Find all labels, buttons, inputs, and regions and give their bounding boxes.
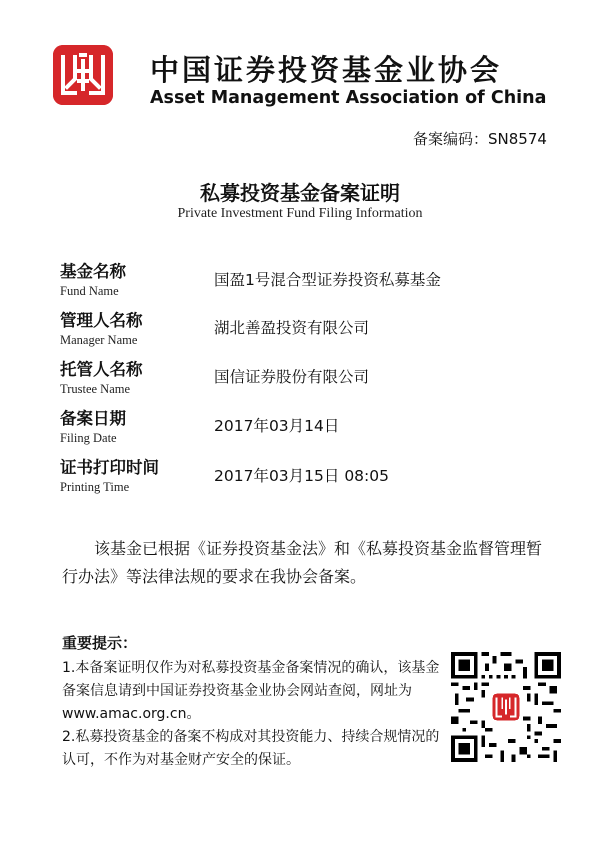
trustee-name-label — [60, 360, 210, 397]
label-cn: 备案日期 — [60, 409, 126, 428]
label-en: Trustee Name — [60, 382, 131, 396]
qr-code-icon — [451, 652, 561, 762]
notice-item: 1.本备案证明仅作为对私募投资基金备案情况的确认，该基金备案信息请到中国证券投资基金业协会网站查阅，网址为www.amac.org.cn。 — [62, 660, 440, 722]
printing-time-label — [60, 458, 210, 495]
label-en: Filing Date — [60, 431, 117, 445]
filing-statement: 该基金已根据《证券投资基金法》和《私募投资基金监督管理暂行办法》等法律法规的要求在我协会备案。 — [62, 539, 543, 586]
qr-code — [451, 652, 561, 762]
notice-heading: 重要提示： — [62, 634, 138, 652]
printing-time-value: 2017年03月15日 08:05 — [214, 467, 389, 485]
org-name-en: Asset Management Association of China — [150, 88, 547, 108]
trustee-name-value: 国信证券股份有限公司 — [214, 368, 370, 386]
filing-number: 备案编码：SN8574 — [413, 130, 547, 148]
label-cn: 管理人名称 — [60, 311, 143, 330]
filing-date-value: 2017年03月14日 — [214, 417, 340, 435]
manager-name-label — [60, 311, 210, 348]
label-cn: 基金名称 — [60, 262, 126, 281]
org-name-cn: 中国证券投资基金业协会 — [150, 53, 503, 87]
filing-date-label — [60, 409, 210, 446]
fund-name-label — [60, 262, 210, 299]
label-en: Manager Name — [60, 333, 138, 347]
document-title-en: Private Investment Fund Filing Information — [177, 206, 423, 221]
label-en: Printing Time — [60, 480, 130, 494]
label-cn: 证书打印时间 — [60, 458, 159, 477]
document-title-cn: 私募投资基金备案证明 — [200, 181, 400, 205]
amac-logo — [53, 45, 113, 105]
fund-name-value: 国盈1号混合型证券投资私募基金 — [214, 271, 441, 289]
manager-name-value: 湖北善盈投资有限公司 — [214, 319, 370, 337]
amac-seal-logo-icon — [53, 45, 113, 105]
notice-item: 2.私募投资基金的备案不构成对其投资能力、持续合规情况的认可，不作为对基金财产安全的保证。 — [62, 729, 440, 768]
label-en: Fund Name — [60, 284, 119, 298]
important-notice — [62, 632, 447, 772]
label-cn: 托管人名称 — [60, 360, 143, 379]
